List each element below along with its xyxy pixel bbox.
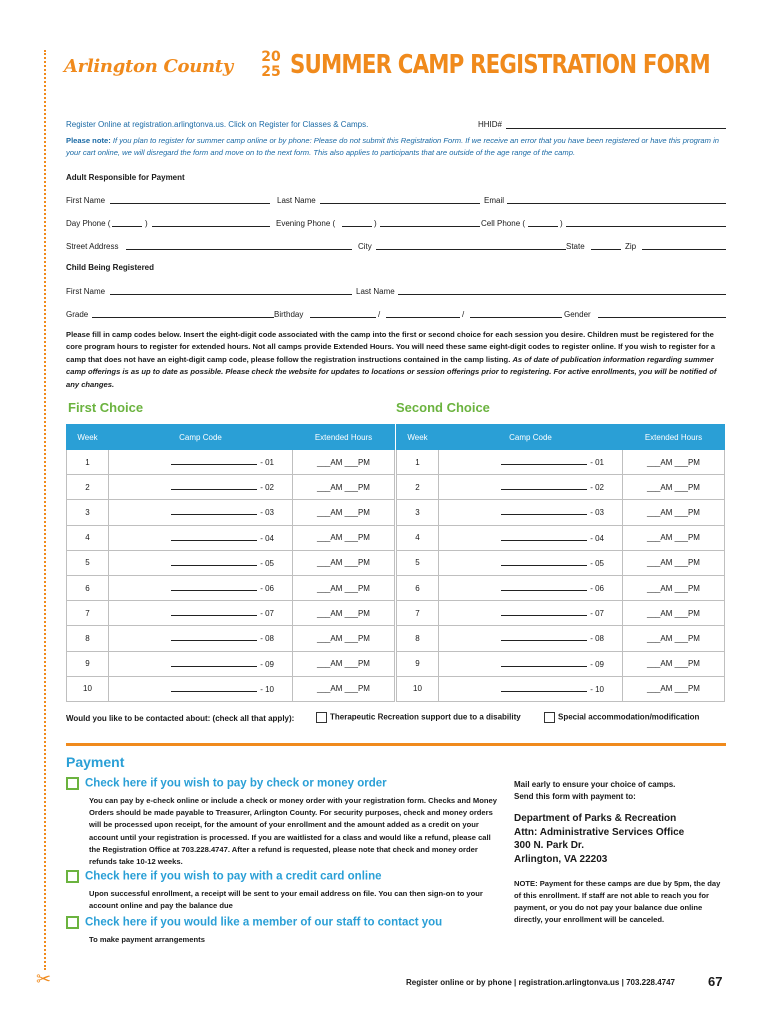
- second-choice-camp-code-field[interactable]: [501, 507, 587, 515]
- adult-phone-row: [66, 219, 726, 231]
- register-online-text: Register Online at registration.arlingtonva.us. Click on Register for Classes & Camps.: [66, 120, 369, 129]
- pay-by-check-option: [66, 777, 498, 868]
- instructions-italic: As of date of publication information regarding summer camp offerings is as up to date as possible. Please check the website for updates to locations or session offerings prior to registering. For active enrollments, you will be notified of any changes.: [66, 354, 717, 389]
- first-choice-camp-code-suffix: - 02: [260, 483, 274, 493]
- first-choice-camp-code-field[interactable]: [171, 608, 257, 616]
- state-label: State: [566, 242, 585, 251]
- second-choice-camp-code-cell[interactable]: [439, 450, 623, 475]
- pay-by-card-heading[interactable]: [66, 870, 498, 886]
- first-choice-camp-code-cell[interactable]: [109, 651, 293, 676]
- first-choice-extended-hours-cell[interactable]: ___AM ___PM: [293, 676, 395, 701]
- second-choice-camp-code-field[interactable]: [501, 457, 587, 465]
- child-last-name-field[interactable]: [398, 287, 726, 295]
- page-number: 67: [708, 974, 723, 989]
- second-choice-row: [397, 500, 725, 525]
- first-camp-code-header: Camp Code: [109, 425, 293, 450]
- second-choice-table: [396, 424, 725, 702]
- hhid-label: HHID#: [478, 120, 503, 129]
- address-line-3: 300 N. Park Dr.: [514, 840, 585, 851]
- first-choice-extended-hours-cell[interactable]: ___AM ___PM: [293, 651, 395, 676]
- second-choice-camp-code-cell[interactable]: [439, 475, 623, 500]
- cut-line: [44, 50, 46, 970]
- day-phone-label: Day Phone (: [66, 219, 111, 228]
- last-name-label: Last Name: [277, 196, 316, 205]
- city-field[interactable]: [376, 242, 566, 250]
- first-choice-row: [67, 500, 395, 525]
- first-choice-camp-code-field[interactable]: [171, 457, 257, 465]
- special-accommodation-option[interactable]: [544, 712, 699, 723]
- second-choice-camp-code-field[interactable]: [501, 558, 587, 566]
- staff-contact-option: [66, 916, 498, 946]
- payment-divider: [66, 743, 726, 746]
- cell-phone-area-field[interactable]: [528, 219, 558, 227]
- second-week-header: Week: [397, 425, 439, 450]
- second-choice-extended-hours-cell[interactable]: ___AM ___PM: [623, 525, 725, 550]
- mail-line-2: Send this form with payment to:: [514, 792, 636, 801]
- address-line-4: Arlington, VA 22203: [514, 853, 608, 865]
- camp-code-instructions: [66, 329, 726, 391]
- second-choice-title: Second Choice: [396, 400, 490, 415]
- first-choice-extended-hours-cell[interactable]: ___AM ___PM: [293, 626, 395, 651]
- staff-contact-heading[interactable]: [66, 916, 498, 932]
- second-choice-camp-code-suffix: - 05: [590, 558, 604, 568]
- second-choice-week-cell: 6: [397, 575, 439, 600]
- first-choice-camp-code-suffix: - 10: [260, 684, 274, 694]
- first-choice-week-cell: 3: [67, 500, 109, 525]
- address-line-2: Attn: Administrative Services Office: [514, 826, 685, 838]
- first-choice-camp-code-field[interactable]: [171, 533, 257, 541]
- second-choice-camp-code-field[interactable]: [501, 583, 587, 591]
- second-choice-camp-code-field[interactable]: [501, 633, 587, 641]
- second-choice-extended-hours-cell[interactable]: ___AM ___PM: [623, 676, 725, 701]
- second-choice-extended-hours-cell[interactable]: ___AM ___PM: [623, 626, 725, 651]
- day-phone-area-field[interactable]: [112, 219, 142, 227]
- pay-by-card-option: [66, 870, 498, 912]
- second-choice-extended-hours-cell[interactable]: ___AM ___PM: [623, 450, 725, 475]
- second-choice-extended-hours-cell[interactable]: ___AM ___PM: [623, 500, 725, 525]
- registration-form: [66, 0, 726, 1024]
- first-choice-extended-hours-cell[interactable]: ___AM ___PM: [293, 575, 395, 600]
- first-choice-camp-code-field[interactable]: [171, 558, 257, 566]
- second-choice-camp-code-suffix: - 04: [590, 533, 604, 543]
- first-choice-camp-code-cell[interactable]: [109, 626, 293, 651]
- second-extended-hours-header: Extended Hours: [623, 425, 725, 450]
- second-choice-row: [397, 651, 725, 676]
- birthday-separator-1: /: [378, 310, 381, 319]
- adult-last-name-field[interactable]: [320, 196, 480, 204]
- second-choice-extended-hours-cell[interactable]: ___AM ___PM: [623, 651, 725, 676]
- second-choice-row: [397, 550, 725, 575]
- second-choice-camp-code-suffix: - 07: [590, 609, 604, 619]
- first-choice-week-cell: 9: [67, 651, 109, 676]
- address-line-1: Department of Parks & Recreation: [514, 813, 677, 824]
- email-field[interactable]: [507, 196, 726, 204]
- first-choice-camp-code-suffix: - 04: [260, 533, 274, 543]
- second-choice-extended-hours-cell[interactable]: ___AM ___PM: [623, 575, 725, 600]
- second-choice-camp-code-field[interactable]: [501, 684, 587, 692]
- birthday-separator-2: /: [462, 310, 465, 319]
- second-choice-camp-code-cell[interactable]: [439, 651, 623, 676]
- instructions-main: Please fill in camp codes below. Insert the eight-digit code associated with the camp into the first or second choice for each session you desire. Children must be registered for the core program hours to register for extended hours. Not all camps provide Extended Hours. You will need these same eight-digit codes to register online. If you wish to register for a camp that does not have an eight-digit camp code, please follow the registration instructions contained in the camp listing.: [66, 330, 716, 364]
- first-choice-camp-code-field[interactable]: [171, 684, 257, 692]
- first-choice-camp-code-cell[interactable]: [109, 500, 293, 525]
- first-choice-week-cell: 4: [67, 525, 109, 550]
- second-choice-week-cell: 9: [397, 651, 439, 676]
- cell-phone-close-paren: ): [560, 219, 563, 228]
- second-choice-week-cell: 10: [397, 676, 439, 701]
- therapeutic-recreation-checkbox[interactable]: [316, 712, 327, 723]
- second-choice-camp-code-suffix: - 01: [590, 458, 604, 468]
- street-label: Street Address: [66, 242, 119, 251]
- evening-phone-field[interactable]: [380, 219, 480, 227]
- first-choice-row: [67, 550, 395, 575]
- second-choice-camp-code-suffix: - 03: [590, 508, 604, 518]
- adult-first-name-field[interactable]: [110, 196, 270, 204]
- first-choice-extended-hours-cell[interactable]: ___AM ___PM: [293, 475, 395, 500]
- first-choice-extended-hours-cell[interactable]: ___AM ___PM: [293, 500, 395, 525]
- second-choice-week-cell: 2: [397, 475, 439, 500]
- second-choice-week-cell: 7: [397, 601, 439, 626]
- year-badge: 20 25: [261, 49, 281, 80]
- child-first-name-field[interactable]: [110, 287, 352, 295]
- first-choice-camp-code-cell[interactable]: [109, 475, 293, 500]
- second-choice-camp-code-cell[interactable]: [439, 676, 623, 701]
- second-choice-camp-code-cell[interactable]: [439, 525, 623, 550]
- pay-by-card-label: Check here if you wish to pay with a credit card online: [85, 870, 382, 883]
- second-choice-camp-code-suffix: - 08: [590, 634, 604, 644]
- header: [66, 48, 726, 90]
- first-extended-hours-header: Extended Hours: [293, 425, 395, 450]
- evening-phone-area-field[interactable]: [342, 219, 372, 227]
- first-choice-camp-code-suffix: - 06: [260, 584, 274, 594]
- birthday-label: Birthday: [274, 310, 304, 319]
- evening-phone-label: Evening Phone (: [276, 219, 336, 228]
- first-choice-week-cell: 6: [67, 575, 109, 600]
- day-phone-field[interactable]: [152, 219, 270, 227]
- first-choice-row: [67, 525, 395, 550]
- first-choice-camp-code-field[interactable]: [171, 659, 257, 667]
- second-choice-extended-hours-cell[interactable]: ___AM ___PM: [623, 550, 725, 575]
- second-choice-row: [397, 575, 725, 600]
- first-choice-extended-hours-cell[interactable]: ___AM ___PM: [293, 601, 395, 626]
- adult-heading-row: [66, 173, 726, 185]
- gender-field[interactable]: [598, 310, 726, 318]
- second-choice-camp-code-cell[interactable]: [439, 575, 623, 600]
- brand-logo: Arlington County: [64, 56, 233, 77]
- form-title: SUMMER CAMP REGISTRATION FORM: [290, 50, 710, 80]
- pay-by-check-heading[interactable]: [66, 777, 498, 793]
- second-choice-camp-code-cell[interactable]: [439, 626, 623, 651]
- first-choice-camp-code-field[interactable]: [171, 507, 257, 515]
- second-choice-row: [397, 475, 725, 500]
- first-choice-row: [67, 601, 395, 626]
- contact-question: Would you like to be contacted about: (check all that apply):: [66, 714, 295, 723]
- birthday-year-field[interactable]: [470, 310, 562, 318]
- first-choice-extended-hours-cell[interactable]: ___AM ___PM: [293, 525, 395, 550]
- first-name-label: First Name: [66, 196, 106, 205]
- first-choice-camp-code-cell[interactable]: [109, 676, 293, 701]
- pay-by-check-body: You can pay by e-check online or include a check or money order with your registration form. Checks and Money Orders should be made payable to Treasurer, Arlington County. For security purposes, check and money orders will be processed upon receipt, for the amount of your enrollment and the amount added as a credit on your account until your registration is processed. If you are waitlisted for a class and would like a refund, please call the Registration Office at 703.228.4747. After a refund is requested, please note that check and money order refunds take 10-12 weeks.: [89, 796, 497, 867]
- first-choice-row: [67, 626, 395, 651]
- child-heading-row: [66, 263, 726, 275]
- pay-by-card-checkbox[interactable]: [66, 870, 79, 883]
- adult-heading: Adult Responsible for Payment: [66, 173, 185, 182]
- first-choice-row: [67, 475, 395, 500]
- second-choice-camp-code-field[interactable]: [501, 482, 587, 490]
- first-choice-week-cell: 7: [67, 601, 109, 626]
- first-choice-row: [67, 651, 395, 676]
- first-choice-camp-code-cell[interactable]: [109, 575, 293, 600]
- second-camp-code-header: Camp Code: [439, 425, 623, 450]
- child-last-name-label: Last Name: [356, 287, 395, 296]
- evening-phone-close-paren: ): [374, 219, 377, 228]
- second-choice-camp-code-cell[interactable]: [439, 550, 623, 575]
- cell-phone-field[interactable]: [566, 219, 726, 227]
- second-choice-camp-code-suffix: - 10: [590, 684, 604, 694]
- first-choice-camp-code-cell[interactable]: [109, 550, 293, 575]
- state-field[interactable]: [591, 242, 621, 250]
- therapeutic-recreation-label: Therapeutic Recreation support due to a disability: [330, 712, 521, 722]
- please-note: [66, 135, 726, 159]
- pay-by-check-checkbox[interactable]: [66, 777, 79, 790]
- second-choice-row: [397, 525, 725, 550]
- second-choice-week-cell: 8: [397, 626, 439, 651]
- second-choice-rows: [397, 450, 725, 702]
- second-choice-week-cell: 1: [397, 450, 439, 475]
- child-details-row: [66, 310, 726, 322]
- second-choice-camp-code-field[interactable]: [501, 608, 587, 616]
- city-label: City: [358, 242, 372, 251]
- child-name-row: [66, 287, 726, 299]
- first-choice-camp-code-suffix: - 01: [260, 458, 274, 468]
- second-choice-extended-hours-cell[interactable]: ___AM ___PM: [623, 475, 725, 500]
- first-choice-camp-code-cell[interactable]: [109, 601, 293, 626]
- pay-by-check-label: Check here if you wish to pay by check or money order: [85, 777, 387, 790]
- first-choice-camp-code-field[interactable]: [171, 583, 257, 591]
- scissors-icon: ✂: [36, 969, 52, 989]
- zip-label: Zip: [625, 242, 637, 251]
- child-heading: Child Being Registered: [66, 263, 155, 272]
- second-choice-row: [397, 601, 725, 626]
- second-choice-extended-hours-cell[interactable]: ___AM ___PM: [623, 601, 725, 626]
- second-choice-camp-code-suffix: - 02: [590, 483, 604, 493]
- first-choice-camp-code-suffix: - 05: [260, 558, 274, 568]
- staff-contact-label: Check here if you would like a member of our staff to contact you: [85, 916, 443, 929]
- first-choice-extended-hours-cell[interactable]: ___AM ___PM: [293, 550, 395, 575]
- first-choice-row: [67, 575, 395, 600]
- second-choice-row: [397, 676, 725, 701]
- first-week-header: Week: [67, 425, 109, 450]
- first-choice-week-cell: 2: [67, 475, 109, 500]
- first-choice-table: [66, 424, 395, 702]
- first-choice-extended-hours-cell[interactable]: ___AM ___PM: [293, 450, 395, 475]
- second-choice-camp-code-suffix: - 06: [590, 584, 604, 594]
- grade-field[interactable]: [92, 310, 274, 318]
- first-choice-week-cell: 5: [67, 550, 109, 575]
- payment-title: Payment: [66, 754, 125, 770]
- first-choice-camp-code-field[interactable]: [171, 633, 257, 641]
- second-choice-row: [397, 626, 725, 651]
- day-phone-close-paren: ): [145, 219, 148, 228]
- second-choice-row: [397, 450, 725, 475]
- footer-text: Register online or by phone | registration.arlingtonva.us | 703.228.4747: [406, 978, 675, 987]
- first-choice-camp-code-suffix: - 03: [260, 508, 274, 518]
- second-choice-camp-code-suffix: - 09: [590, 659, 604, 669]
- first-choice-camp-code-cell[interactable]: [109, 525, 293, 550]
- first-choice-week-cell: 10: [67, 676, 109, 701]
- second-choice-camp-code-field[interactable]: [501, 659, 587, 667]
- mailing-info: [514, 779, 728, 926]
- first-choice-camp-code-field[interactable]: [171, 482, 257, 490]
- note-label: Please note:: [66, 136, 111, 145]
- second-choice-camp-code-cell[interactable]: [439, 601, 623, 626]
- staff-contact-body: To make payment arrangements: [89, 935, 205, 944]
- mailing-address: [514, 812, 728, 866]
- first-choice-camp-code-suffix: - 08: [260, 634, 274, 644]
- special-accommodation-label: Special accommodation/modification: [558, 712, 700, 722]
- first-choice-camp-code-suffix: - 09: [260, 659, 274, 669]
- second-choice-camp-code-cell[interactable]: [439, 500, 623, 525]
- second-choice-camp-code-field[interactable]: [501, 533, 587, 541]
- hhid-field[interactable]: [506, 121, 726, 129]
- note-text: If you plan to register for summer camp online or by phone: Please do not submit this Registration Form. If we receive an error that you have been registered or have this program in your cart online, we will disregard the form and move on to the next form. This also applies to participants that are outside of the age range of the camp.: [66, 136, 719, 157]
- special-accommodation-checkbox[interactable]: [544, 712, 555, 723]
- cell-phone-label: Cell Phone (: [481, 219, 526, 228]
- payment-due-note: NOTE: Payment for these camps are due by 5pm, the day of this enrollment. If staff are not able to reach you for payment, or you do not pay your balance due online directly, your enrollment will be canceled.: [514, 879, 721, 924]
- first-choice-rows: [67, 450, 395, 702]
- first-choice-week-cell: 1: [67, 450, 109, 475]
- second-choice-week-cell: 4: [397, 525, 439, 550]
- child-first-name-label: First Name: [66, 287, 106, 296]
- first-choice-camp-code-suffix: - 07: [260, 609, 274, 619]
- birthday-day-field[interactable]: [386, 310, 460, 318]
- adult-name-row: [66, 196, 726, 208]
- staff-contact-checkbox[interactable]: [66, 916, 79, 929]
- adult-address-row: [66, 242, 726, 254]
- second-choice-week-cell: 3: [397, 500, 439, 525]
- pay-by-card-body: Upon successful enrollment, a receipt will be sent to your email address on file. You can then sign-on to your account online and pay the balance due: [89, 889, 483, 911]
- grade-label: Grade: [66, 310, 89, 319]
- gender-label: Gender: [564, 310, 591, 319]
- therapeutic-recreation-option[interactable]: [316, 712, 521, 723]
- birthday-month-field[interactable]: [310, 310, 376, 318]
- first-choice-title: First Choice: [68, 400, 144, 415]
- mail-line-1: Mail early to ensure your choice of camps.: [514, 780, 676, 789]
- first-choice-row: [67, 676, 395, 701]
- street-field[interactable]: [126, 242, 352, 250]
- first-choice-camp-code-cell[interactable]: [109, 450, 293, 475]
- zip-field[interactable]: [642, 242, 726, 250]
- second-choice-week-cell: 5: [397, 550, 439, 575]
- first-choice-row: [67, 450, 395, 475]
- first-choice-week-cell: 8: [67, 626, 109, 651]
- email-label: Email: [484, 196, 505, 205]
